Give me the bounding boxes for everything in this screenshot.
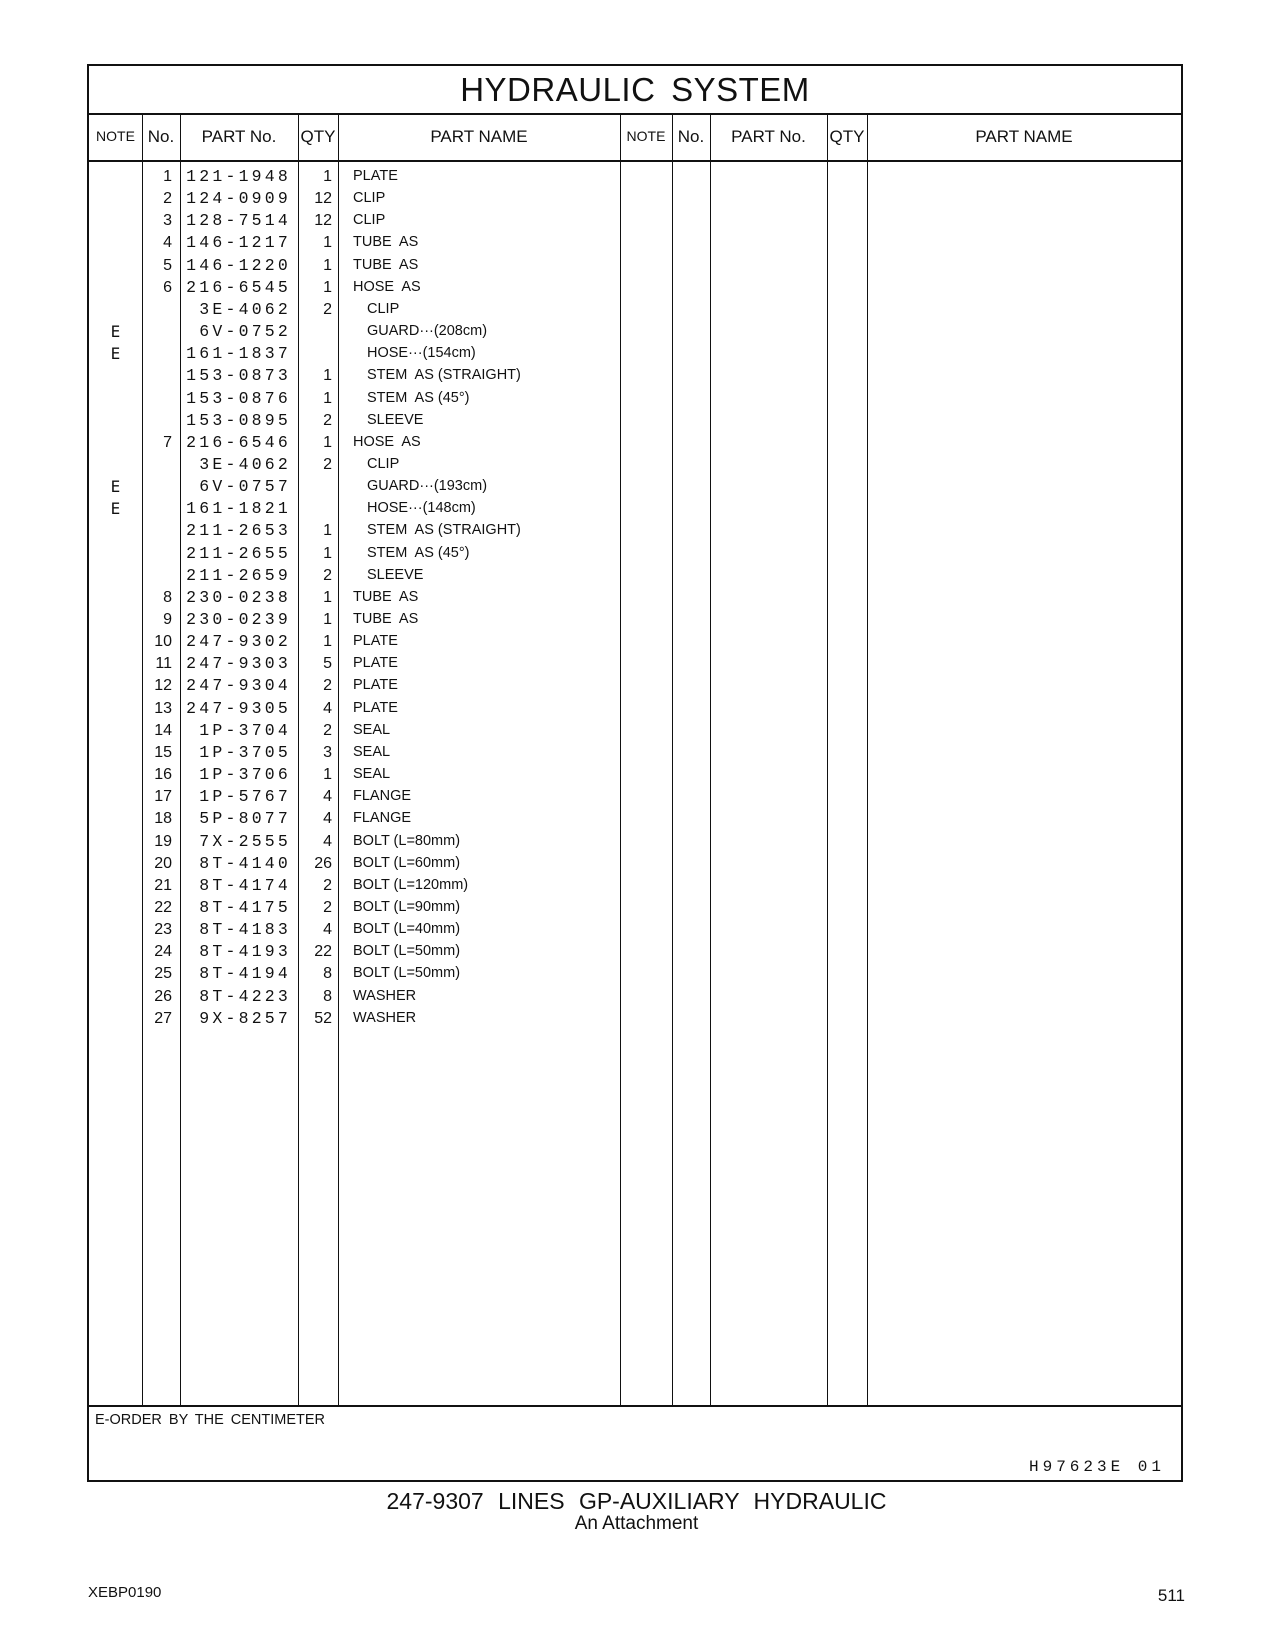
part-name-cell: SEAL — [353, 743, 391, 760]
header-part-name-right: PART NAME — [867, 113, 1181, 162]
note-cell — [89, 431, 142, 454]
item-number-cell — [142, 364, 172, 387]
part-number-cell: 8T-4140 — [199, 853, 291, 873]
quantity-cell: 1 — [323, 256, 332, 274]
note-cell — [89, 918, 142, 941]
item-number-cell: 2 — [163, 190, 172, 208]
note-cell — [89, 519, 142, 542]
item-number-cell: 20 — [154, 854, 172, 872]
section-title: HYDRAULIC SYSTEM — [89, 66, 1181, 115]
part-name-cell: TUBE AS — [353, 611, 419, 627]
part-name-cell: BOLT (L=40mm) — [353, 921, 461, 938]
item-number-cell: 13 — [154, 699, 172, 717]
quantity-cell: 2 — [323, 300, 332, 318]
item-number-cell: 11 — [155, 655, 172, 673]
part-number-cell: 3E-4062 — [199, 454, 291, 474]
item-number-cell — [142, 564, 172, 587]
part-name-cell: PLATE — [353, 677, 398, 694]
part-number-cell: 9X-8257 — [199, 1008, 291, 1028]
column-divider — [672, 113, 673, 1405]
quantity-cell — [298, 497, 332, 520]
item-number-cell: 15 — [154, 743, 172, 761]
part-number-cell: 8T-4175 — [199, 897, 291, 917]
part-number-cell: 128-7514 — [186, 211, 291, 231]
note-cell — [89, 874, 142, 897]
item-number-cell: 1 — [163, 168, 172, 185]
item-number-cell: 10 — [154, 633, 172, 651]
part-number-cell: 216-6546 — [186, 432, 291, 452]
quantity-cell: 4 — [323, 788, 332, 806]
quantity-cell: 1 — [323, 367, 332, 385]
quantity-cell: 1 — [323, 588, 332, 606]
part-name-cell: PLATE — [353, 699, 398, 716]
quantity-cell — [298, 342, 332, 365]
item-number-cell: 27 — [154, 1009, 172, 1027]
item-number-cell: 26 — [154, 987, 172, 1005]
note-cell — [89, 630, 142, 653]
quantity-cell: 1 — [323, 544, 332, 562]
quantity-cell: 1 — [323, 633, 332, 651]
part-name-cell: SEAL — [353, 766, 391, 783]
group-caption: 247-9307 LINES GP-AUXILIARY HYDRAULIC — [386, 1488, 887, 1514]
part-number-cell: 153-0873 — [186, 366, 291, 386]
note-cell — [89, 165, 142, 188]
item-number-cell: 22 — [154, 898, 172, 916]
quantity-cell: 2 — [323, 455, 332, 473]
quantity-cell: 2 — [323, 677, 332, 695]
item-number-cell — [142, 542, 172, 565]
item-number-cell — [142, 475, 172, 498]
quantity-cell: 12 — [314, 212, 332, 230]
note-cell — [89, 409, 142, 432]
header-qty-right: QTY — [827, 113, 867, 162]
part-name-cell: BOLT (L=50mm) — [353, 965, 461, 982]
note-cell — [89, 187, 142, 210]
part-name-cell: CLIP — [367, 455, 400, 472]
part-number-cell: 247-9302 — [186, 632, 291, 652]
note-cell — [89, 697, 142, 720]
part-name-cell: SLEEVE — [367, 411, 424, 428]
parts-table-frame — [87, 64, 1183, 1482]
note-cell — [89, 985, 142, 1008]
header-no-right: No. — [672, 113, 710, 162]
quantity-cell: 4 — [323, 699, 332, 717]
part-name-cell: BOLT (L=90mm) — [353, 898, 461, 915]
part-name-cell: GUARD···(193cm) — [367, 478, 488, 495]
note-cell — [89, 852, 142, 875]
quantity-cell: 1 — [323, 611, 332, 628]
note-cell — [89, 719, 142, 742]
item-number-cell — [142, 342, 172, 365]
quantity-cell: 1 — [323, 766, 332, 784]
item-number-cell: 8 — [163, 588, 172, 606]
quantity-cell: 2 — [323, 566, 332, 584]
part-name-cell: HOSE···(148cm) — [367, 500, 476, 517]
header-no-left: No. — [142, 113, 180, 162]
part-number-cell: 247-9304 — [186, 676, 291, 696]
part-name-cell: SLEEVE — [367, 566, 424, 583]
footnote: E-ORDER BY THE CENTIMETER — [95, 1412, 326, 1428]
quantity-cell: 26 — [314, 854, 332, 872]
part-name-cell: TUBE AS — [353, 234, 419, 251]
note-cell — [89, 830, 142, 853]
document-id: XEBP0190 — [88, 1584, 162, 1601]
part-number-cell: 211-2659 — [186, 565, 291, 585]
header-part-name-left: PART NAME — [338, 113, 620, 162]
item-number-cell — [142, 409, 172, 432]
part-number-cell: 1P-5767 — [199, 787, 291, 807]
item-number-cell: 12 — [154, 677, 172, 695]
part-number-cell: 1P-3704 — [199, 720, 291, 740]
item-number-cell — [142, 320, 172, 343]
part-name-cell: TUBE AS — [353, 588, 419, 605]
quantity-cell: 2 — [323, 898, 332, 916]
item-number-cell — [142, 387, 172, 410]
item-number-cell: 6 — [163, 278, 172, 296]
note-cell — [89, 962, 142, 985]
part-number-cell: 216-6545 — [186, 277, 291, 297]
quantity-cell: 12 — [314, 190, 332, 208]
part-number-cell: 153-0895 — [186, 410, 291, 430]
part-name-cell: PLATE — [353, 168, 398, 184]
part-name-cell: HOSE···(154cm) — [367, 345, 476, 362]
note-cell — [89, 564, 142, 587]
part-name-cell: HOSE AS — [353, 278, 421, 295]
item-number-cell: 24 — [154, 943, 172, 961]
quantity-cell: 4 — [323, 832, 332, 850]
part-name-cell: BOLT (L=50mm) — [353, 943, 461, 960]
part-name-cell: BOLT (L=60mm) — [353, 854, 461, 871]
column-divider — [710, 113, 711, 1405]
note-cell — [89, 741, 142, 764]
part-number-cell: 1P-3705 — [199, 742, 291, 762]
quantity-cell — [298, 320, 332, 343]
quantity-cell: 1 — [323, 433, 332, 451]
item-number-cell: 19 — [154, 832, 172, 850]
column-divider — [620, 113, 621, 1405]
item-number-cell: 3 — [163, 212, 172, 230]
item-number-cell: 23 — [154, 921, 172, 939]
note-cell: E — [110, 344, 121, 364]
table-body-bottom-rule — [89, 1405, 1181, 1407]
note-cell — [89, 586, 142, 609]
quantity-cell: 2 — [323, 876, 332, 894]
note-cell — [89, 209, 142, 232]
part-number-cell: 247-9303 — [186, 654, 291, 674]
part-number-cell: 8T-4223 — [199, 986, 291, 1006]
quantity-cell: 5 — [323, 655, 332, 673]
quantity-cell: 3 — [323, 743, 332, 761]
item-number-cell: 4 — [163, 234, 172, 252]
item-number-cell: 16 — [154, 766, 172, 784]
note-cell — [89, 608, 142, 631]
item-number-cell — [142, 453, 172, 476]
item-number-cell — [142, 298, 172, 321]
item-number-cell — [142, 519, 172, 542]
part-name-cell: STEM AS (45°) — [367, 544, 470, 561]
part-number-cell: 121-1948 — [186, 167, 291, 186]
part-name-cell: SEAL — [353, 721, 391, 738]
part-number-cell: 8T-4194 — [199, 964, 291, 984]
note-cell — [89, 807, 142, 830]
item-number-cell: 21 — [154, 876, 172, 894]
item-number-cell: 9 — [163, 611, 172, 628]
part-name-cell: BOLT (L=120mm) — [353, 876, 469, 893]
part-name-cell: CLIP — [353, 212, 386, 229]
part-number-cell: 230-0238 — [186, 587, 291, 607]
quantity-cell: 1 — [323, 389, 332, 407]
note-cell: E — [110, 499, 121, 519]
part-name-cell: PLATE — [353, 633, 398, 650]
note-cell — [89, 453, 142, 476]
note-cell — [89, 254, 142, 277]
note-cell — [89, 364, 142, 387]
part-name-cell: HOSE AS — [353, 433, 421, 450]
note-cell — [89, 542, 142, 565]
header-note-right: NOTE — [620, 113, 672, 162]
note-cell — [89, 785, 142, 808]
part-name-cell: CLIP — [353, 190, 386, 207]
part-number-cell: 153-0876 — [186, 388, 291, 408]
part-number-cell: 1P-3706 — [199, 765, 291, 785]
part-name-cell: TUBE AS — [353, 256, 419, 273]
part-number-cell: 6V-0757 — [199, 477, 291, 497]
header-note-left: NOTE — [89, 113, 142, 162]
quantity-cell: 1 — [323, 522, 332, 540]
part-number-cell: 146-1220 — [186, 255, 291, 275]
part-name-cell: WASHER — [353, 987, 417, 1004]
group-subcaption: An Attachment — [574, 1513, 699, 1534]
quantity-cell: 2 — [323, 721, 332, 739]
quantity-cell: 8 — [323, 987, 332, 1005]
part-number-cell: 211-2655 — [186, 543, 291, 563]
quantity-cell: 8 — [323, 965, 332, 983]
part-number-cell: 7X-2555 — [199, 831, 291, 851]
part-number-cell: 5P-8077 — [199, 809, 291, 829]
part-name-cell: CLIP — [367, 300, 400, 317]
item-number-cell: 17 — [154, 788, 172, 806]
part-name-cell: WASHER — [353, 1009, 417, 1026]
column-divider — [827, 113, 828, 1405]
part-number-cell: 161-1821 — [186, 499, 291, 519]
note-cell — [89, 298, 142, 321]
quantity-cell: 1 — [323, 234, 332, 252]
part-name-cell: GUARD···(208cm) — [367, 323, 488, 340]
part-number-cell: 8T-4174 — [199, 875, 291, 895]
item-number-cell: 5 — [163, 256, 172, 274]
part-number-cell: 8T-4193 — [199, 942, 291, 962]
note-cell — [89, 387, 142, 410]
note-cell — [89, 276, 142, 299]
note-cell — [89, 896, 142, 919]
note-cell — [89, 652, 142, 675]
quantity-cell: 4 — [323, 810, 332, 828]
item-number-cell: 25 — [154, 965, 172, 983]
page-number: 511 — [1157, 1586, 1185, 1605]
part-number-cell: 146-1217 — [186, 233, 291, 253]
note-cell — [89, 1007, 142, 1030]
note-cell: E — [110, 477, 121, 497]
quantity-cell: 4 — [323, 921, 332, 939]
part-number-cell: 124-0909 — [186, 189, 291, 209]
note-cell — [89, 231, 142, 254]
column-divider — [867, 113, 868, 1405]
part-name-cell: PLATE — [353, 655, 398, 672]
quantity-cell: 22 — [314, 943, 332, 961]
part-number-cell: 8T-4183 — [199, 920, 291, 940]
part-number-cell: 247-9305 — [186, 698, 291, 718]
part-number-cell: 211-2653 — [186, 521, 291, 541]
part-name-cell: FLANGE — [353, 810, 412, 827]
column-divider — [338, 113, 339, 1405]
note-cell: E — [110, 322, 121, 342]
part-name-cell: STEM AS (45°) — [367, 389, 470, 406]
header-part-no-left: PART No. — [180, 113, 298, 162]
item-number-cell: 7 — [163, 433, 172, 451]
part-number-cell: 230-0239 — [186, 610, 291, 629]
quantity-cell — [298, 475, 332, 498]
note-cell — [89, 763, 142, 786]
part-name-cell: FLANGE — [353, 788, 412, 805]
header-qty-left: QTY — [298, 113, 338, 162]
quantity-cell: 2 — [323, 411, 332, 429]
quantity-cell: 1 — [323, 168, 332, 185]
part-number-cell: 6V-0752 — [199, 322, 291, 342]
part-number-cell: 161-1837 — [186, 344, 291, 364]
note-cell — [89, 674, 142, 697]
item-number-cell: 18 — [154, 810, 172, 828]
part-name-cell: STEM AS (STRAIGHT) — [367, 522, 521, 539]
item-number-cell — [142, 497, 172, 520]
quantity-cell: 52 — [314, 1009, 332, 1027]
part-name-cell: STEM AS (STRAIGHT) — [367, 367, 521, 384]
part-name-cell: BOLT (L=80mm) — [353, 832, 461, 849]
illustration-code: H97623E 01 — [1028, 1458, 1165, 1476]
header-part-no-right: PART No. — [710, 113, 827, 162]
item-number-cell: 14 — [154, 721, 172, 739]
note-cell — [89, 940, 142, 963]
quantity-cell: 1 — [323, 278, 332, 296]
part-number-cell: 3E-4062 — [199, 299, 291, 319]
